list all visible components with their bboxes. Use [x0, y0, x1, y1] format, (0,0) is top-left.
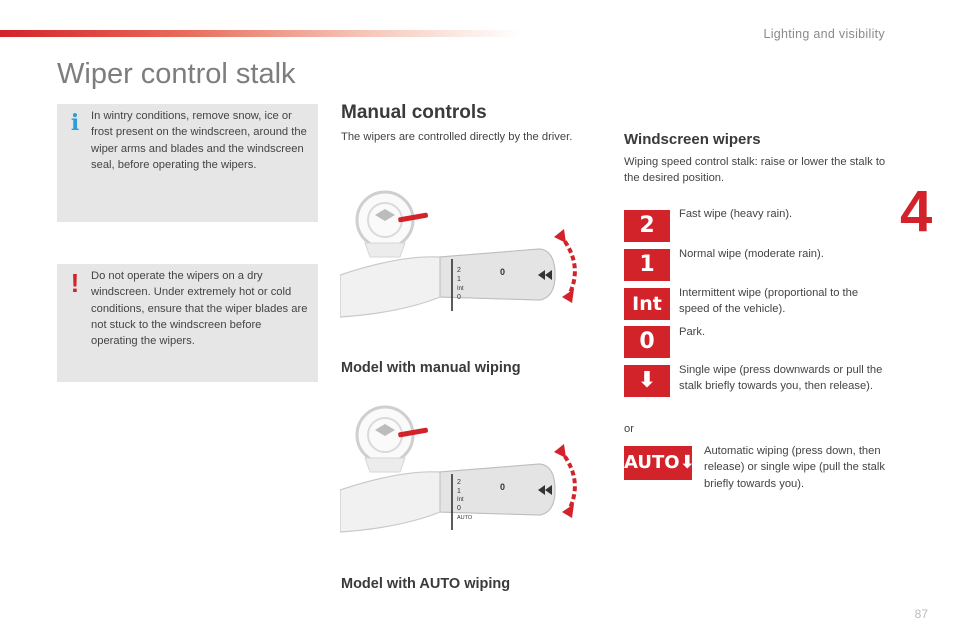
stalk-label-int: Int [457, 286, 464, 292]
info-note [57, 104, 318, 222]
steering-wheel-icon [357, 407, 413, 472]
warning-note [57, 264, 318, 382]
windscreen-wipers-description: Wiping speed control stalk: raise or lower the stalk to the desired position. [624, 156, 886, 185]
position-0-text: Park. [679, 326, 706, 338]
warning-note-text: Do not operate the wipers on a dry windscreen. Under extremely hot or cold conditions, ensure that the wiper blades are not stuck to the windscreen before operating the wipers. [91, 270, 308, 348]
model-auto-heading: Model with AUTO wiping [341, 576, 511, 592]
section-header: Lighting and visibility [763, 27, 885, 41]
chapter-number: 4 [900, 179, 933, 244]
wiper-stalk-manual-illustration [340, 185, 590, 325]
stalk-label-auto: AUTO [457, 515, 473, 521]
position-1-icon: 1 [624, 249, 670, 281]
header-accent-bar [0, 30, 520, 37]
or-text: or [624, 423, 634, 435]
single-wipe-icon: ⬇ [624, 365, 670, 397]
page-title: Wiper control stalk [57, 58, 296, 90]
position-0-icon: 0 [624, 326, 670, 358]
wiper-stalk-auto-illustration [340, 400, 590, 540]
svg-text:0: 0 [500, 267, 506, 277]
svg-text:0: 0 [500, 482, 506, 492]
steering-wheel-icon [357, 192, 413, 257]
model-manual-heading: Model with manual wiping [341, 360, 521, 376]
position-1-text: Normal wipe (moderate rain). [679, 248, 824, 260]
position-2-icon: 2 [624, 210, 670, 242]
stalk-label-2: 2 [457, 479, 461, 486]
info-icon: i [70, 110, 80, 136]
position-2-text: Fast wipe (heavy rain). [679, 208, 793, 220]
manual-controls-intro: The wipers are controlled directly by the driver. [341, 131, 573, 143]
warning-icon: ! [70, 268, 80, 298]
manual-controls-heading: Manual controls [341, 102, 487, 123]
info-note-text: In wintry conditions, remove snow, ice or frost present on the windscreen, around the wiper arms and blades and the windscreen seal, before operating the wipers. [91, 110, 307, 171]
windscreen-wipers-heading: Windscreen wipers [624, 131, 761, 148]
position-int-text: Intermittent wipe (proportional to the speed of the vehicle). [679, 287, 859, 316]
stalk-label-int: Int [457, 497, 464, 503]
stalk-label-1: 1 [457, 488, 461, 495]
stalk-label-0: 0 [457, 505, 461, 512]
position-int-icon: Int [624, 288, 670, 320]
single-wipe-text: Single wipe (press downwards or pull the stalk briefly towards you, then release). [679, 364, 883, 393]
stalk-label-0: 0 [457, 294, 461, 301]
stalk-label-2: 2 [457, 267, 461, 274]
auto-wipe-text: Automatic wiping (press down, then release) or single wipe (pull the stalk briefly towards you). [704, 445, 885, 490]
stalk-label-1: 1 [457, 276, 461, 283]
auto-wipe-icon: AUTO⬇ [624, 446, 692, 480]
page-number: 87 [914, 607, 928, 621]
